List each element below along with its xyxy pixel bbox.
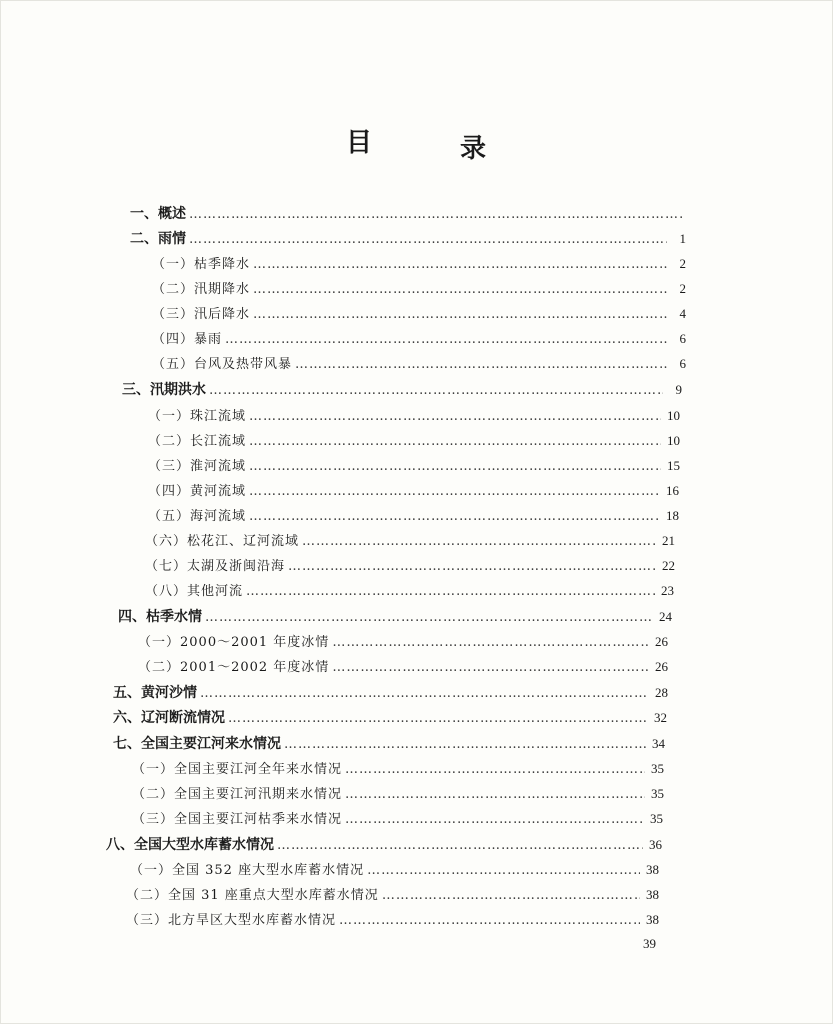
toc-section-entry — [113, 682, 668, 704]
toc-section-entry — [118, 606, 672, 628]
toc-page-number: 35 — [651, 786, 664, 801]
toc-leader-dots — [284, 734, 646, 756]
toc-leader-dots — [228, 708, 648, 730]
toc-page-number: 34 — [652, 736, 665, 751]
toc-section-entry — [113, 707, 667, 729]
title-char-1: 目 — [346, 128, 373, 158]
toc-leader-dots — [249, 481, 660, 503]
toc-entry-label: （三）全国主要江河枯季来水情况 — [132, 812, 343, 827]
toc-subsection-entry — [132, 758, 664, 780]
toc-entry-label: （二）全国主要江河汛期来水情况 — [132, 787, 343, 802]
toc-leader-dots — [249, 431, 661, 453]
toc-entry-label: 三、汛期洪水 — [122, 382, 206, 398]
title-char-2: 录 — [460, 134, 487, 164]
toc-page-number: 21 — [662, 533, 675, 548]
toc-page-number: 39 — [643, 936, 656, 951]
toc-subsection-entry — [126, 909, 659, 931]
toc-leader-dots — [253, 254, 667, 276]
toc-entry-label: 四、枯季水情 — [118, 609, 202, 625]
toc-entry-label: 八、全国大型水库蓄水情况 — [106, 837, 274, 853]
toc-entry-label: 二、雨情 — [130, 231, 186, 247]
toc-entry-label: （五）海河流域 — [148, 509, 247, 524]
toc-page-number: 35 — [651, 761, 664, 776]
toc-entry-label: （三）汛后降水 — [152, 307, 251, 322]
toc-page-number: 35 — [650, 811, 663, 826]
toc-entry-label: （一）全国 352 座大型水库蓄水情况 — [130, 863, 365, 878]
toc-page-number: 10 — [667, 408, 680, 423]
toc-page-number: 6 — [679, 331, 686, 346]
toc-subsection-entry — [132, 808, 663, 830]
toc-page-number: 23 — [661, 583, 674, 598]
toc-leader-dots — [225, 329, 667, 351]
toc-page-number: 2 — [679, 281, 686, 296]
toc-entry-label: （一）全国主要江河全年来水情况 — [132, 762, 343, 777]
toc-entry-label: （三）淮河流域 — [148, 459, 247, 474]
toc-leader-dots — [189, 229, 667, 251]
toc-page-number: 10 — [667, 433, 680, 448]
toc-subsection-entry — [138, 656, 668, 678]
toc-leader-dots — [277, 835, 643, 857]
toc-entry-label: （七）太湖及浙闽沿海 — [145, 559, 286, 574]
toc-page-number: 32 — [654, 710, 667, 725]
toc-entry-label: （一）枯季降水 — [152, 257, 251, 272]
toc-page-number: 1 — [679, 231, 686, 246]
toc-subsection-entry — [148, 480, 679, 502]
toc-entry-label: 七、全国主要江河来水情况 — [113, 736, 281, 752]
toc-subsection-entry — [145, 555, 675, 577]
toc-leader-dots — [339, 910, 640, 932]
toc-leader-dots — [200, 683, 649, 705]
toc-subsection-entry — [152, 253, 686, 275]
toc-leader-dots — [295, 354, 667, 376]
toc-section-entry — [130, 203, 686, 225]
toc-leader-dots — [302, 531, 656, 553]
toc-leader-dots — [345, 809, 644, 831]
toc-subsection-entry — [360, 933, 656, 955]
toc-subsection-entry — [132, 783, 664, 805]
toc-subsection-entry — [152, 353, 686, 375]
toc-leader-dots — [253, 279, 667, 301]
toc-leader-dots — [246, 581, 655, 603]
toc-leader-dots — [382, 885, 640, 907]
toc-entry-label: （六）松花江、辽河流域 — [145, 534, 300, 549]
toc-leader-dots — [288, 556, 656, 578]
toc-page-number: 38 — [646, 887, 659, 902]
toc-page-number: 6 — [679, 356, 686, 371]
toc-page-number: 38 — [646, 862, 659, 877]
toc-entry-label: （二）长江流域 — [148, 434, 247, 449]
toc-subsection-entry — [152, 303, 686, 325]
toc-subsection-entry — [148, 505, 679, 527]
toc-leader-dots — [205, 607, 653, 629]
toc-leader-dots — [249, 506, 660, 528]
toc-entry-label: （三）北方旱区大型水库蓄水情况 — [126, 913, 337, 928]
toc-leader-dots — [332, 657, 649, 679]
toc-leader-dots — [345, 784, 645, 806]
toc-entry-label: 六、辽河断流情况 — [113, 710, 225, 726]
toc-section-entry — [122, 379, 682, 401]
toc-entry-label: （一）珠江流域 — [148, 409, 247, 424]
toc-page-number: 4 — [679, 306, 686, 321]
toc-entry-label: （八）其他河流 — [145, 584, 244, 599]
toc-leader-dots — [253, 304, 667, 326]
toc-leader-dots — [332, 632, 649, 654]
toc-subsection-entry — [148, 430, 680, 452]
toc-page-number: 36 — [649, 837, 662, 852]
toc-entry-label: （四）暴雨 — [152, 332, 223, 347]
toc-subsection-entry — [152, 278, 686, 300]
toc-subsection-entry — [130, 859, 659, 881]
toc-page-number: 26 — [655, 634, 668, 649]
toc-leader-dots — [249, 456, 661, 478]
toc-page-number: 16 — [666, 483, 679, 498]
toc-page-number: 38 — [646, 912, 659, 927]
toc-page-number: 15 — [667, 458, 680, 473]
toc-page-number: 9 — [675, 382, 682, 397]
toc-entry-label: （五）台风及热带风暴 — [152, 357, 293, 372]
toc-page-number: 22 — [662, 558, 675, 573]
toc-section-entry — [130, 228, 686, 250]
toc-subsection-entry — [145, 580, 674, 602]
toc-subsection-entry — [126, 884, 659, 906]
toc-section-entry — [106, 834, 662, 856]
toc-section-entry — [113, 733, 665, 755]
toc-subsection-entry — [148, 455, 680, 477]
toc-leader-dots — [367, 860, 640, 882]
toc-leader-dots — [189, 204, 683, 226]
toc-entry-label: （二）2001～2002 年度冰情 — [138, 660, 330, 675]
toc-page-number: 18 — [666, 508, 679, 523]
toc-entry-label: 一、概述 — [130, 206, 186, 222]
toc-entry-label: （四）黄河流域 — [148, 484, 247, 499]
toc-leader-dots — [249, 406, 661, 428]
toc-subsection-entry — [148, 405, 680, 427]
toc-page-number: 26 — [655, 659, 668, 674]
toc-subsection-entry — [138, 631, 668, 653]
toc-subsection-entry — [152, 328, 686, 350]
toc-subsection-entry — [145, 530, 675, 552]
toc-entry-label: （一）2000～2001 年度冰情 — [138, 635, 330, 650]
toc-entry-label: （二）汛期降水 — [152, 282, 251, 297]
toc-leader-dots — [209, 380, 663, 402]
toc-page-number: 28 — [655, 685, 668, 700]
toc-page-number: 24 — [659, 609, 672, 624]
toc-entry-label: 五、黄河沙情 — [113, 685, 197, 701]
toc-page-number: 2 — [679, 256, 686, 271]
toc-leader-dots — [345, 759, 645, 781]
toc-entry-label: （二）全国 31 座重点大型水库蓄水情况 — [126, 888, 379, 903]
